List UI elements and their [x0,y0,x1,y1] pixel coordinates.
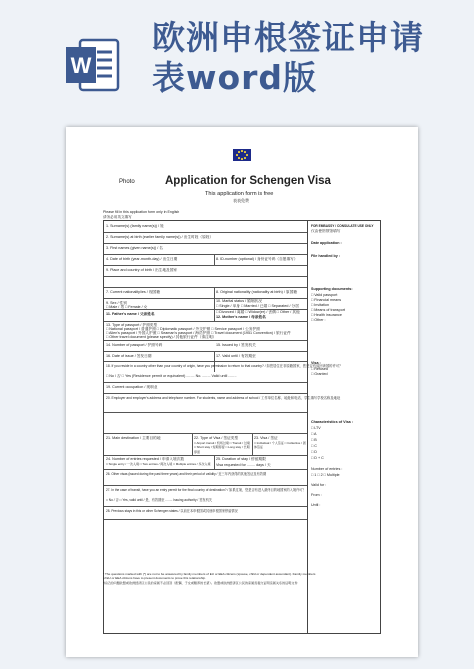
char-d[interactable]: □ D [311,450,317,454]
sex-options[interactable]: □ Male / 男 □ Female / 女 [106,305,148,309]
embassy-header-cn: 仅由使馆领馆填写 [311,229,341,233]
visa-granted[interactable]: □ Granted [311,372,328,376]
form-subtitle: This application form is free [205,191,274,197]
field-occupation[interactable]: 19. Current occupation / 现职业 [106,385,158,389]
field-residence-question: 18. If you reside in a country other than your country of origin, have you permission to return to that country? / 如您居住在非原籍国家，您是否有返回该国的许可？ [106,364,343,368]
field-employer[interactable]: 20. Employer and employer's address and telephone number. For students, name and address of school / 工作单位名称、地址和电话，学生填写学校名称及地址 [106,396,341,400]
field-father-name[interactable]: 11. Father's name / 父亲姓名 [106,312,155,316]
field-marital-status: 10. Marital status / 婚姻状况 [216,299,262,303]
banner-title [152,18,424,98]
file-handled-label: File handled by : [311,254,341,258]
word-document-icon [66,38,120,92]
field-id-number[interactable]: 8. ID-number (optional) / 身份证号码（自愿填写） [216,257,298,261]
footnote-3: *标记的问题欧盟或欧洲经济区公民的家属不必回答（配偶、子女或赡养的长辈）。欧盟或欧洲经济区公民的家属需提交证明亲属关系的证明文件 [103,581,298,585]
visa-refused[interactable]: □ Refused [311,367,328,371]
field-passport-number[interactable]: 14. Number of passport / 护照号码 [106,343,163,347]
embassy-use-panel [307,221,381,633]
field-passport-type: 13. Type of passport / 护照类型 [106,323,158,327]
date-application-label: Date application : [311,241,342,245]
doc-invitation[interactable]: □ Invitation [311,303,330,307]
passport-type-options-2[interactable]: □ Alien's passport / 外国人护照 □ Seaman's passport / 海员护照 □ Travel document (1951 Convention) / 旅行证件 [106,331,291,335]
valid-from-label: From : [311,493,322,497]
transit-options[interactable]: □ No / 否 □ Yes, valid until / 是，有效期至 ........ Issuing authority / 签发机关 [106,498,212,502]
form-title: Application for Schengen Visa [165,175,331,187]
field-surname[interactable]: 1. Surname(s) (family name(s)) / 姓 [106,224,164,228]
word-icon-letter: W [70,53,92,78]
field-main-destination[interactable]: 21. Main destination / 主要目的地 [106,436,161,440]
eu-flag-icon [233,149,251,161]
doc-financial-means[interactable]: □ Financial means [311,298,342,302]
doc-health-insurance[interactable]: □ Health insurance [311,313,342,317]
field-visa: 23. Visa / 签证 [254,436,278,440]
char-ltv[interactable]: □ LTV [311,426,321,430]
entries-label: Number of entries : [311,467,343,471]
field-previous-stays[interactable]: 28. Previous stays in this or other Schengen states / 以前在本申根国或其他申根国家停留情况 [106,509,238,513]
passport-type-options-1[interactable]: □ National passport / 普通护照 □ Diplomatic passport / 外交护照 □ Service passport / 公务护照 [106,327,260,331]
embassy-header: FOR EMBASSY / CONSULATE USE ONLY [311,224,374,228]
char-c[interactable]: □ C [311,444,317,448]
field-current-nationality[interactable]: 7. Current nationality/ies / 现国籍 [106,290,160,294]
doc-other[interactable]: □ Other : [311,318,326,322]
char-d-plus-c[interactable]: □ D + C [311,456,324,460]
photo-label: Photo [119,179,135,185]
doc-valid-passport[interactable]: □ Valid passport [311,293,338,297]
footnote-2: of EU or EEA citizens have to present documents to prove this relationship. [103,576,206,580]
marital-options-2[interactable]: □ Divorced / 离婚 □ Widow(er) / 丧偶 □ Other / 其他 [216,310,300,314]
field-sex: 9. Sex / 性别 [106,301,127,305]
field-place-of-birth[interactable]: 9. Place and country of birth / 出生地及国家 [106,268,178,272]
field-duration-of-stay: 25. Duration of stay / 停留期限 [216,457,266,461]
field-valid-until[interactable]: 17. Valid until / 有效期至 [216,354,256,358]
field-date-of-issue[interactable]: 16. Date of issue / 签发日期 [106,354,152,358]
footnote-1: * The questions marked with (*) are not to be answered by family members of EU or EEA citizens (spouse, child or dependent ascendant). Family members [103,572,316,576]
banner [0,0,474,118]
instruction: Please fill in this application form only in English [103,210,180,214]
supporting-docs-label: Supporting documents: [311,287,353,291]
field-transit-permit: 27. In the case of transit, have you an entry permit for the final country of destination? / 如系过境，您是否有进入最终目的地国家的入境许可？ [106,488,306,492]
field-number-of-entries: 24. Number of entries requested / 申请入境次数 [106,457,185,461]
entries-options[interactable]: □ Single entry / 一次入境 □ Two entries / 两次入境 □ Multiple entries / 多次入境 [106,462,211,466]
field-surname-at-birth[interactable]: 2. Surname(s) at birth (earlier family name(s)) / 出生时姓（原姓） [106,235,214,239]
valid-for-label: Valid for : [311,483,327,487]
field-issued-by[interactable]: 15. Issued by / 签发机关 [216,343,256,347]
instruction-cn: 请务必用英文填写 [103,215,132,219]
entries-options-side[interactable]: □ 1 □ 2 □ Multiple [311,473,340,477]
field-original-nationality[interactable]: 8. Original nationality (nationality at birth) / 原国籍 [216,290,297,294]
visa-label: Visa : [311,361,321,365]
field-date-of-birth[interactable]: 4. Date of birth (year-month-day) / 出生日期 [106,257,178,261]
char-b[interactable]: □ B [311,438,317,442]
form-subtitle-cn: 表表免费 [233,198,249,203]
banner-title-line1: 欧洲申根签证申请 [152,18,424,57]
residence-options[interactable]: □ No / 否 □ Yes (Residence permit or equivalent) ........ No. ........ Valid until ........ [106,374,237,378]
visa-options[interactable]: □ Individual / 个人签证 □ Collective / 团体签证 [254,441,306,450]
marital-options-1[interactable]: □ Single / 单身 □ Married / 已婚 □ Separated / 分居 [216,304,299,308]
field-other-visas[interactable]: 26. Other visas (issued during the past three years) and their period of validity / 近三年内获得的其他签证及有效期 [106,472,267,476]
field-mother-name[interactable]: 12. Mother's name / 母亲姓名 [216,315,266,319]
field-visa-type: 22. Type of Visa / 签证类型 [194,436,239,440]
duration-days[interactable]: Visa requested for ........ days / 天 [216,463,271,467]
form-sheet [66,127,418,657]
banner-title-line2: 表word版 [152,58,318,97]
visa-characteristics-label: Characteristics of Visa : [311,420,353,424]
passport-type-options-3[interactable]: □ Other travel document (please specify) / 其他旅行证件（请注明） [106,335,217,339]
doc-transport[interactable]: □ Means of transport [311,308,345,312]
visa-type-options[interactable]: □ Airport transit / 机场过境 □ Transit / 过境 □ Short stay / 短期停留 □ Long stay / 长期停留 [194,441,250,454]
char-a[interactable]: □ A [311,432,317,436]
valid-until-label: Until : [311,503,321,507]
field-first-names[interactable]: 3. First names (given name(s)) / 名 [106,246,163,250]
